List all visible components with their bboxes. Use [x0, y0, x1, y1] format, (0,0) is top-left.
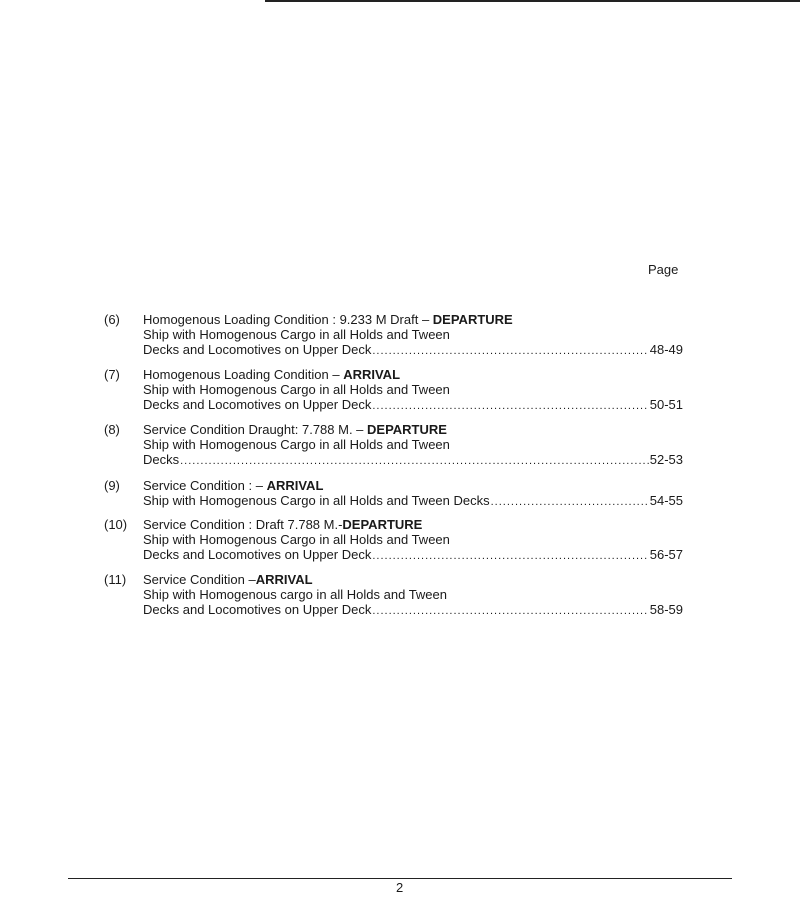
- entry-title-text: Service Condition Draught: 7.788 M. –: [143, 422, 368, 437]
- entry-pages: 50-51: [649, 397, 683, 412]
- entry-number: (7): [104, 367, 120, 382]
- entry-pages: 48-49: [649, 342, 683, 357]
- dot-leader: [372, 344, 648, 359]
- entry-body: [143, 422, 683, 469]
- entry-title: [143, 367, 683, 382]
- dot-leader: [372, 549, 648, 564]
- entry-pages: 58-59: [649, 602, 683, 617]
- entry-body: [143, 312, 683, 359]
- entry-last-line: [143, 452, 683, 469]
- entry-number: (8): [104, 422, 120, 437]
- entry-pages: 52-53: [649, 452, 683, 467]
- entry-last-line: [143, 493, 683, 510]
- entry-title-text: Homogenous Loading Condition : 9.233 M Draft –: [143, 312, 433, 327]
- entry-number: (6): [104, 312, 120, 327]
- entry-title: [143, 422, 683, 437]
- dot-leader: [180, 454, 649, 469]
- dot-leader: [491, 495, 649, 510]
- entry-title: [143, 517, 683, 532]
- entry-title-bold: DEPARTURE: [367, 422, 447, 437]
- entry-pages: 54-55: [649, 493, 683, 508]
- entry-title: [143, 312, 683, 327]
- entry-description-end: Decks and Locomotives on Upper Deck: [143, 547, 372, 562]
- entry-last-line: [143, 397, 683, 414]
- dot-leader: [372, 604, 648, 619]
- entry-description: Ship with Homogenous Cargo in all Holds and Tween: [143, 437, 450, 452]
- entry-pages: 56-57: [649, 547, 683, 562]
- entry-title-bold: DEPARTURE: [342, 517, 423, 532]
- entry-title: [143, 478, 683, 493]
- entry-description: Ship with Homogenous Cargo in all Holds and Tween: [143, 327, 450, 342]
- entry-title-bold: ARRIVAL: [343, 367, 401, 382]
- footer-rule: [68, 878, 732, 879]
- entry-title: [143, 572, 683, 587]
- entry-description-end: Decks and Locomotives on Upper Deck: [143, 602, 372, 617]
- entry-last-line: [143, 547, 683, 564]
- entry-title-text: Service Condition : Draft 7.788 M.-: [143, 517, 343, 532]
- entry-body: [143, 572, 683, 619]
- page-column-header: Page: [648, 262, 679, 277]
- entry-title-bold: ARRIVAL: [255, 572, 313, 587]
- page-number: 2: [396, 880, 404, 895]
- entry-body: [143, 367, 683, 414]
- entry-body: [143, 517, 683, 564]
- entry-description-end: Decks: [143, 452, 180, 467]
- entry-title-text: Homogenous Loading Condition –: [143, 367, 344, 382]
- entry-title-bold: ARRIVAL: [266, 478, 324, 493]
- dot-leader: [372, 399, 648, 414]
- entry-description: Ship with Homogenous cargo in all Holds and Tween: [143, 587, 447, 602]
- entry-description: Ship with Homogenous Cargo in all Holds and Tween: [143, 532, 450, 547]
- entry-description-end: Decks and Locomotives on Upper Deck: [143, 342, 372, 357]
- entry-title-bold: DEPARTURE: [432, 312, 513, 327]
- entry-description: Ship with Homogenous Cargo in all Holds and Tween: [143, 382, 450, 397]
- entry-last-line: [143, 342, 683, 359]
- entry-last-line: [143, 602, 683, 619]
- top-rule: [265, 0, 800, 2]
- entry-body: [143, 478, 683, 510]
- entry-number: (9): [104, 478, 120, 493]
- entry-title-text: Service Condition –: [143, 572, 256, 587]
- entry-description-end: Ship with Homogenous Cargo in all Holds and Tween Decks: [143, 493, 490, 508]
- entry-description-end: Decks and Locomotives on Upper Deck: [143, 397, 372, 412]
- entry-number: (10): [104, 517, 128, 532]
- entry-title-text: Service Condition : –: [143, 478, 267, 493]
- entry-number: (11): [104, 572, 127, 587]
